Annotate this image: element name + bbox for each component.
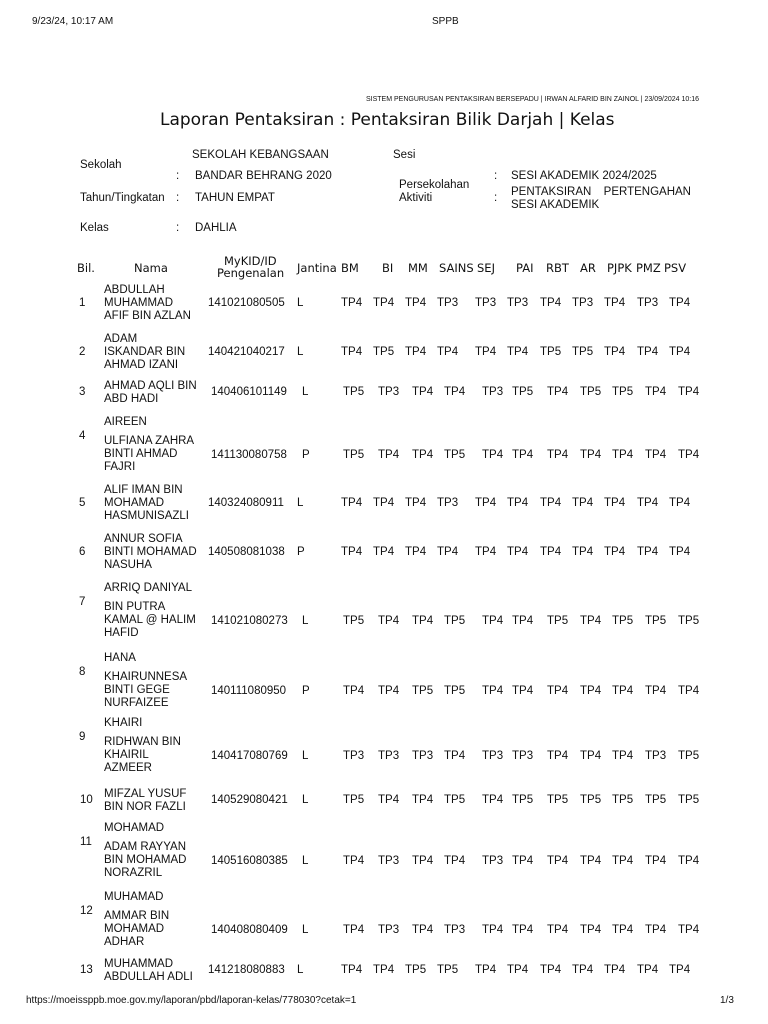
row-score-pai: TP4 (507, 496, 529, 509)
row-bil: 11 (80, 836, 92, 848)
row-name-line: NORAZRIL (104, 867, 163, 879)
row-name-line: BINTI GEGE (104, 684, 170, 696)
row-score-pjpk: TP4 (604, 345, 626, 358)
row-score-pmz: TP4 (637, 496, 659, 509)
print-datetime: 9/23/24, 10:17 AM (32, 16, 114, 27)
row-name-line: ULFIANA ZAHRA (104, 435, 195, 447)
row-mykid: 140417080769 (211, 750, 288, 762)
sesi-colon: : (494, 170, 498, 182)
row-score-psv: TP4 (669, 496, 691, 509)
print-page-title: SPPB (432, 16, 459, 27)
row-bil: 7 (79, 596, 86, 608)
row-score-mm: TP3 (412, 750, 434, 762)
row-score-pjpk: TP5 (612, 615, 634, 627)
row-score-bm: TP4 (341, 964, 363, 976)
row-name-line: AZMEER (104, 762, 152, 774)
row-score-sej: TP4 (482, 794, 504, 806)
sekolah-value-line2: BANDAR BEHRANG 2020 (195, 170, 332, 182)
header-subject-ar: AR (580, 261, 596, 275)
row-name-line: KHAIRUNNESA (104, 671, 188, 683)
row-score-bm: TP4 (341, 296, 363, 309)
row-bil: 13 (80, 964, 93, 976)
row-score-sej: TP4 (475, 345, 497, 358)
system-line: SISTEM PENGURUSAN PENTAKSIRAN BERSEPADU | IRWAN ALFARID BIN ZAINOL | 23/09/2024 10:16 (365, 96, 699, 103)
row-score-pjpk: TP4 (604, 496, 626, 509)
row-score-sains: TP5 (437, 964, 459, 976)
header-jantina: Jantina (297, 261, 337, 275)
row-score-rbt: TP4 (547, 685, 569, 697)
row-score-pjpk: TP4 (612, 855, 634, 867)
row-score-sains: TP5 (444, 615, 466, 627)
row-score-mm: TP4 (412, 855, 434, 867)
row-score-bi: TP3 (378, 750, 400, 762)
row-score-pjpk: TP5 (612, 386, 634, 398)
row-mykid: 141218080883 (208, 964, 285, 976)
row-jantina: L (302, 855, 309, 867)
row-score-pmz: TP3 (645, 750, 667, 762)
row-jantina: P (302, 685, 310, 697)
row-mykid: 140516080385 (211, 855, 288, 867)
row-bil: 9 (79, 731, 86, 743)
header-subject-rbt: RBT (546, 261, 569, 275)
row-name-line: NASUHA (104, 559, 152, 571)
row-name-line: ABDULLAH (104, 284, 165, 296)
row-score-sains: TP3 (444, 924, 466, 936)
aktiviti-value-line2: SESI AKADEMIK (511, 199, 600, 211)
row-bil: 12 (80, 905, 93, 917)
row-bil: 8 (79, 666, 86, 678)
row-score-pjpk: TP5 (612, 794, 634, 806)
row-score-bi: TP4 (378, 449, 400, 461)
row-score-rbt: TP4 (540, 296, 562, 309)
row-score-ar: TP4 (580, 449, 602, 461)
header-mykid-line2: Pengenalan (217, 266, 285, 280)
row-score-sej: TP4 (482, 449, 504, 461)
header-bil: Bil. (77, 261, 95, 275)
row-score-bm: TP5 (343, 615, 365, 627)
row-bil: 1 (79, 296, 86, 309)
row-score-pai: TP5 (512, 386, 534, 398)
row-score-rbt: TP4 (547, 750, 569, 762)
sesi-value: SESI AKADEMIK 2024/2025 (511, 170, 657, 182)
row-score-pai: TP3 (507, 296, 529, 309)
row-score-rbt: TP5 (547, 615, 569, 627)
row-score-pmz: TP4 (645, 685, 667, 697)
header-subject-sains: SAINS (439, 261, 474, 275)
row-score-rbt: TP5 (547, 794, 569, 806)
row-name-line: AHMAD AQLI BIN (104, 380, 197, 392)
row-name-line: MUHAMMAD (104, 297, 173, 309)
row-score-sej: TP4 (482, 685, 504, 697)
row-score-bm: TP4 (343, 924, 365, 936)
row-score-mm: TP4 (405, 545, 427, 558)
row-name-line: MOHAMAD (104, 923, 165, 935)
row-score-pmz: TP4 (645, 449, 667, 461)
row-jantina: P (297, 545, 305, 558)
row-score-mm: TP4 (412, 794, 434, 806)
row-score-rbt: TP4 (547, 386, 569, 398)
row-score-rbt: TP4 (547, 924, 569, 936)
row-score-sej: TP3 (475, 296, 497, 309)
row-score-psv: TP4 (669, 964, 691, 976)
row-name-line: KHAIRIL (104, 749, 149, 761)
row-score-sej: TP4 (475, 545, 497, 558)
row-mykid: 140408080409 (211, 924, 288, 936)
row-name-line: FAJRI (104, 461, 136, 473)
row-score-psv: TP4 (669, 345, 691, 358)
row-score-bm: TP5 (343, 386, 365, 398)
row-score-bi: TP4 (378, 794, 400, 806)
row-score-pai: TP4 (507, 545, 529, 558)
row-score-bi: TP4 (373, 964, 395, 976)
row-score-pmz: TP5 (645, 794, 667, 806)
print-url: https://moeissppb.moe.gov.my/laporan/pbd/laporan-kelas/778030?cetak=1 (26, 995, 357, 1006)
row-name-line: MUHAMAD (104, 891, 164, 903)
row-score-rbt: TP4 (540, 964, 562, 976)
row-score-sains: TP4 (437, 345, 459, 358)
kelas-value: DAHLIA (195, 222, 237, 234)
row-bil: 2 (79, 345, 86, 358)
row-mykid: 140508081038 (208, 545, 285, 558)
row-bil: 6 (79, 545, 86, 558)
row-jantina: L (302, 386, 309, 398)
row-score-pai: TP4 (512, 855, 534, 867)
row-score-sej: TP4 (482, 615, 504, 627)
row-score-bi: TP3 (378, 924, 400, 936)
row-score-bi: TP4 (373, 545, 395, 558)
row-name-line: MIFZAL YUSUF (104, 788, 187, 800)
row-score-psv: TP4 (678, 855, 700, 867)
row-score-sains: TP4 (444, 386, 466, 398)
tahun-colon: : (176, 192, 180, 204)
row-score-rbt: TP4 (540, 496, 562, 509)
row-name-line: BIN PUTRA (104, 601, 166, 613)
row-name-line: AHMAD IZANI (104, 359, 179, 371)
row-name-line: KHAIRI (104, 717, 143, 729)
row-score-pmz: TP4 (645, 924, 667, 936)
tahun-value: TAHUN EMPAT (195, 192, 275, 204)
aktiviti-colon: : (494, 192, 498, 204)
row-score-rbt: TP5 (540, 345, 562, 358)
row-jantina: P (302, 449, 310, 461)
row-jantina: L (302, 794, 309, 806)
row-score-pai: TP4 (507, 964, 529, 976)
header-subject-bm: BM (341, 261, 359, 275)
row-score-sej: TP4 (475, 964, 497, 976)
row-score-bm: TP4 (343, 855, 365, 867)
row-name-line: AFIF BIN AZLAN (104, 310, 191, 322)
row-score-sains: TP3 (437, 296, 459, 309)
report-title: Laporan Pentaksiran : Pentaksiran Bilik Darjah | Kelas (160, 110, 615, 130)
row-score-pmz: TP3 (637, 296, 659, 309)
aktiviti-label-line1: Persekolahan (399, 179, 470, 191)
row-score-pai: TP5 (512, 794, 534, 806)
row-score-mm: TP4 (412, 449, 434, 461)
row-score-pai: TP4 (512, 449, 534, 461)
row-name-line: ISKANDAR BIN (104, 346, 186, 358)
row-bil: 4 (79, 430, 86, 442)
row-score-pmz: TP5 (645, 615, 667, 627)
row-mykid: 140529080421 (211, 794, 288, 806)
row-mykid: 140421040217 (208, 345, 285, 358)
kelas-colon: : (176, 222, 180, 234)
row-mykid: 140406101149 (211, 386, 287, 398)
row-bil: 5 (79, 496, 86, 509)
row-name-line: MUHAMMAD (104, 958, 173, 970)
row-score-sej: TP4 (475, 496, 497, 509)
row-score-pai: TP4 (512, 685, 534, 697)
row-name-line: HASMUNISAZLI (104, 510, 189, 522)
row-score-sains: TP4 (444, 855, 466, 867)
row-score-bi: TP3 (378, 386, 400, 398)
row-score-sains: TP5 (444, 685, 466, 697)
row-name-line: RIDHWAN BIN (104, 736, 181, 748)
row-name-line: ADAM RAYYAN (104, 841, 187, 853)
row-name-line: ARRIQ DANIYAL (104, 582, 192, 594)
row-score-sains: TP3 (437, 496, 459, 509)
row-score-sains: TP5 (444, 794, 466, 806)
row-score-bm: TP4 (341, 345, 363, 358)
row-name-line: HAFID (104, 627, 139, 639)
row-score-sej: TP4 (482, 924, 504, 936)
row-mykid: 141130080758 (211, 449, 287, 461)
row-score-pai: TP4 (512, 924, 534, 936)
row-name-line: BIN NOR FAZLI (104, 801, 186, 813)
row-score-pmz: TP4 (645, 386, 667, 398)
row-score-pjpk: TP4 (612, 924, 634, 936)
row-mykid: 140111080950 (211, 685, 287, 697)
aktiviti-value-line1: PENTAKSIRAN PERTENGAHAN (511, 186, 691, 198)
row-mykid: 141021080505 (208, 296, 285, 309)
row-score-bm: TP4 (341, 496, 363, 509)
row-score-psv: TP5 (678, 750, 700, 762)
row-jantina: L (297, 345, 304, 358)
header-subject-mm: MM (408, 261, 428, 275)
row-jantina: L (302, 615, 309, 627)
header-subject-pmz: PMZ (636, 261, 661, 275)
row-bil: 10 (80, 794, 93, 806)
row-score-ar: TP5 (580, 386, 602, 398)
row-score-bi: TP4 (373, 496, 395, 509)
row-score-pai: TP3 (512, 750, 534, 762)
row-name-line: ABDULLAH ADLI (104, 971, 193, 983)
header-subject-pai: PAI (516, 261, 534, 275)
header-mykid-line1: MyKID/ID (224, 254, 277, 268)
row-score-ar: TP4 (580, 615, 602, 627)
row-score-psv: TP4 (669, 545, 691, 558)
row-score-bi: TP4 (378, 685, 400, 697)
row-name-line: HANA (104, 652, 136, 664)
row-score-pai: TP4 (512, 615, 534, 627)
row-score-psv: TP4 (678, 449, 700, 461)
row-score-pjpk: TP4 (612, 449, 634, 461)
row-score-rbt: TP4 (547, 449, 569, 461)
row-score-psv: TP4 (678, 924, 700, 936)
row-score-bi: TP4 (373, 296, 395, 309)
row-mykid: 141021080273 (211, 615, 288, 627)
row-score-mm: TP4 (412, 615, 434, 627)
kelas-label: Kelas (80, 222, 109, 234)
row-score-bi: TP4 (378, 615, 400, 627)
row-score-bm: TP5 (343, 449, 365, 461)
tahun-label: Tahun/Tingkatan (80, 192, 165, 204)
row-name-line: MOHAMAD (104, 497, 165, 509)
row-score-bi: TP5 (373, 345, 395, 358)
row-score-bm: TP5 (343, 794, 365, 806)
row-score-pjpk: TP4 (612, 685, 634, 697)
row-score-pjpk: TP4 (604, 964, 626, 976)
header-subject-psv: PSV (664, 261, 687, 275)
aktiviti-label-line2: Aktiviti (399, 192, 433, 204)
row-score-sains: TP4 (437, 545, 459, 558)
row-score-mm: TP4 (405, 345, 427, 358)
row-jantina: L (297, 296, 304, 309)
row-name-line: MOHAMAD (104, 822, 165, 834)
row-score-pjpk: TP4 (604, 296, 626, 309)
header-subject-bi: BI (382, 261, 394, 275)
row-name-line: BINTI AHMAD (104, 448, 178, 460)
row-score-pmz: TP4 (637, 964, 659, 976)
row-score-ar: TP5 (580, 794, 602, 806)
sekolah-colon: : (176, 170, 180, 182)
print-page-counter: 1/3 (720, 995, 734, 1006)
header-subject-sej: SEJ (477, 261, 495, 275)
row-score-sej: TP3 (482, 750, 504, 762)
row-jantina: L (297, 496, 304, 509)
sekolah-label: Sekolah (80, 159, 122, 171)
row-score-sej: TP3 (482, 386, 504, 398)
row-name-line: NURFAIZEE (104, 697, 169, 709)
row-jantina: L (302, 750, 309, 762)
row-score-ar: TP4 (580, 750, 602, 762)
row-score-ar: TP4 (572, 545, 594, 558)
row-jantina: L (297, 964, 304, 976)
row-score-mm: TP4 (405, 296, 427, 309)
row-score-pjpk: TP4 (604, 545, 626, 558)
row-score-rbt: TP4 (547, 855, 569, 867)
row-name-line: AMMAR BIN (104, 910, 170, 922)
row-score-pjpk: TP4 (612, 750, 634, 762)
row-score-psv: TP5 (678, 615, 700, 627)
row-score-ar: TP4 (580, 685, 602, 697)
header-nama: Nama (134, 261, 168, 275)
row-score-bm: TP3 (343, 750, 365, 762)
row-score-ar: TP4 (572, 496, 594, 509)
row-score-sains: TP4 (444, 750, 466, 762)
row-score-bm: TP4 (343, 685, 365, 697)
row-bil: 3 (79, 386, 86, 398)
row-score-bm: TP4 (341, 545, 363, 558)
row-name-line: BIN MOHAMAD (104, 854, 187, 866)
row-score-pmz: TP4 (637, 545, 659, 558)
row-name-line: ADHAR (104, 936, 145, 948)
row-score-mm: TP5 (412, 685, 434, 697)
row-score-mm: TP4 (412, 924, 434, 936)
row-score-psv: TP5 (678, 794, 700, 806)
row-score-pmz: TP4 (637, 345, 659, 358)
row-score-mm: TP4 (412, 386, 434, 398)
row-name-line: AIREEN (104, 416, 147, 428)
row-score-rbt: TP4 (540, 545, 562, 558)
row-score-psv: TP4 (678, 685, 700, 697)
row-score-pai: TP4 (507, 345, 529, 358)
row-name-line: ALIF IMAN BIN (104, 484, 183, 496)
row-score-ar: TP4 (580, 924, 602, 936)
row-score-psv: TP4 (678, 386, 700, 398)
row-score-ar: TP5 (572, 345, 594, 358)
row-name-line: ABD HADI (104, 393, 159, 405)
sekolah-value-line1: SEKOLAH KEBANGSAAN (192, 149, 329, 161)
row-score-psv: TP4 (669, 296, 691, 309)
row-name-line: ADAM (104, 333, 138, 345)
row-score-mm: TP5 (405, 964, 427, 976)
row-name-line: BINTI MOHAMAD (104, 546, 197, 558)
row-name-line: KAMAL @ HALIM (104, 614, 196, 626)
row-score-pmz: TP4 (645, 855, 667, 867)
row-score-ar: TP4 (572, 964, 594, 976)
row-score-bi: TP3 (378, 855, 400, 867)
header-subject-pjpk: PJPK (607, 261, 632, 275)
row-score-ar: TP4 (580, 855, 602, 867)
row-score-ar: TP3 (572, 296, 594, 309)
row-score-mm: TP4 (405, 496, 427, 509)
row-score-sej: TP3 (482, 855, 504, 867)
row-jantina: L (302, 924, 309, 936)
row-score-sains: TP5 (444, 449, 466, 461)
row-mykid: 140324080911 (208, 496, 284, 509)
sesi-label: Sesi (393, 149, 416, 161)
row-name-line: ANNUR SOFIA (104, 533, 183, 545)
